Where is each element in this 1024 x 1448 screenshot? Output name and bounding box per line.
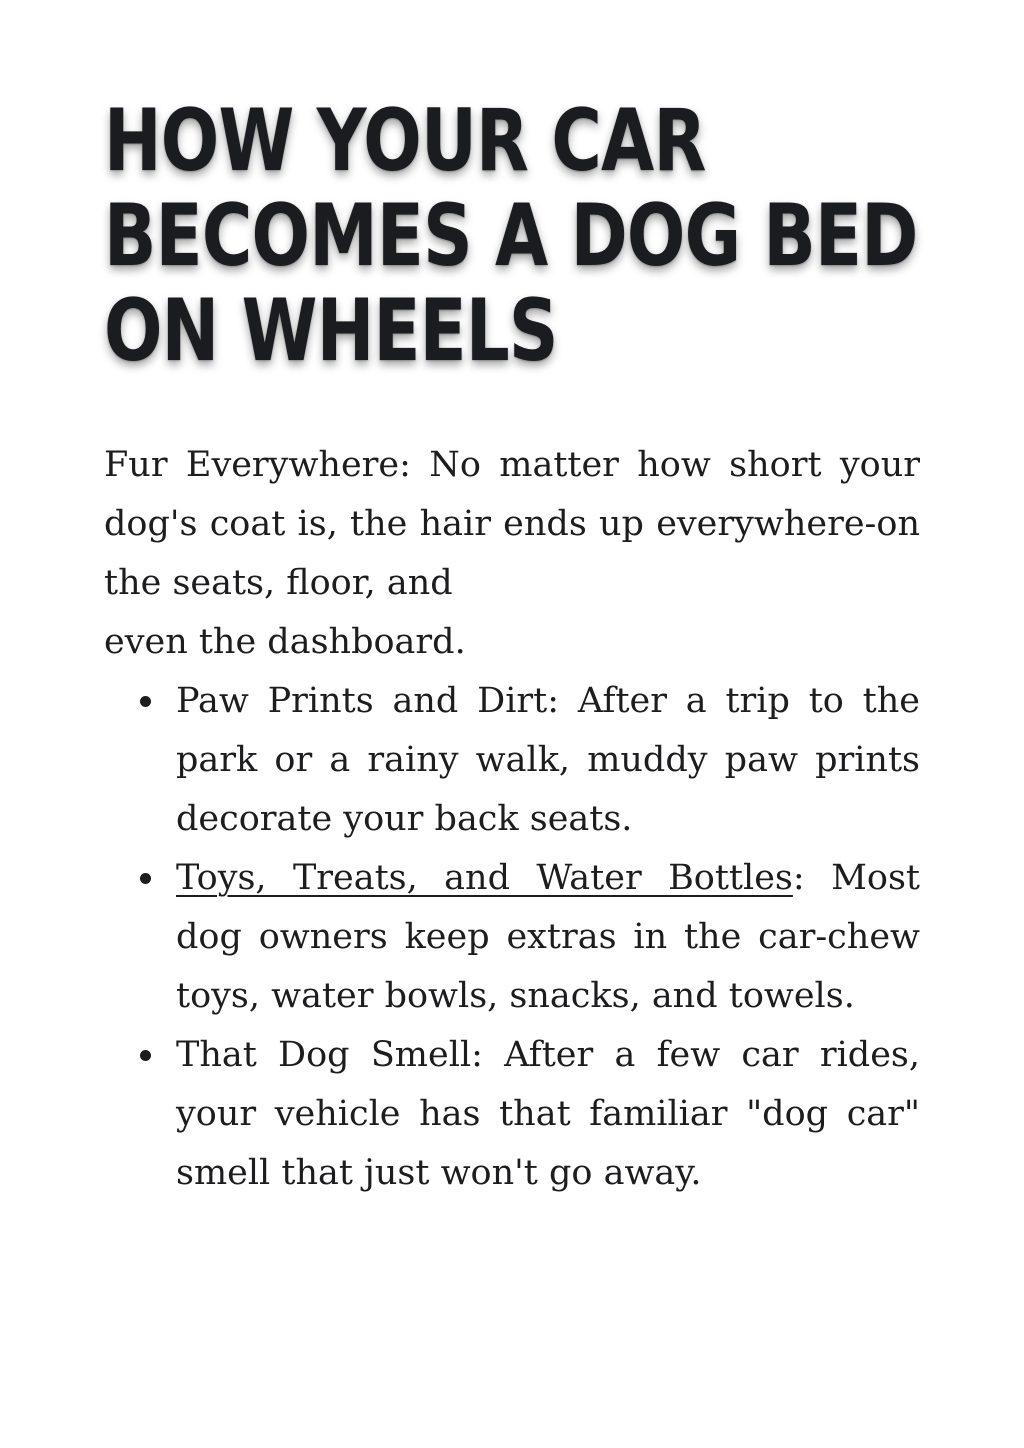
bullet-list xyxy=(104,672,920,1203)
underlined-phrase: Toys, Treats, and Water Bottles xyxy=(176,858,793,898)
list-item-text: That Dog Smell: After a few car rides, your vehicle has that familiar "dog car" smell that just won't go away. xyxy=(176,1035,920,1193)
list-item xyxy=(176,849,920,1026)
list-item xyxy=(176,1026,920,1203)
title-line-2: BECOMES A DOG BED xyxy=(104,186,918,286)
title-line-1: HOW YOUR CAR xyxy=(104,91,706,191)
intro-text: Fur Everywhere: No matter how short your dog's coat is, the hair ends up everywhere-on the seats, floor, and xyxy=(104,445,920,603)
article-body xyxy=(104,436,920,1203)
list-item-text: : Most dog owners keep extras in the car-chew toys, water bowls, snacks, and towels. xyxy=(176,858,920,1016)
list-item xyxy=(176,672,920,849)
intro-text-end: even the dashboard. xyxy=(104,622,466,662)
bullet-icon xyxy=(140,696,151,707)
list-item-text: Paw Prints and Dirt: After a trip to the park or a rainy walk, muddy paw prints decorate your back seats. xyxy=(176,681,920,839)
bullet-icon xyxy=(140,1050,151,1061)
intro-paragraph xyxy=(104,436,920,672)
page-title xyxy=(104,91,918,381)
title-line-3: ON WHEELS xyxy=(104,281,558,381)
bullet-icon xyxy=(140,873,151,884)
